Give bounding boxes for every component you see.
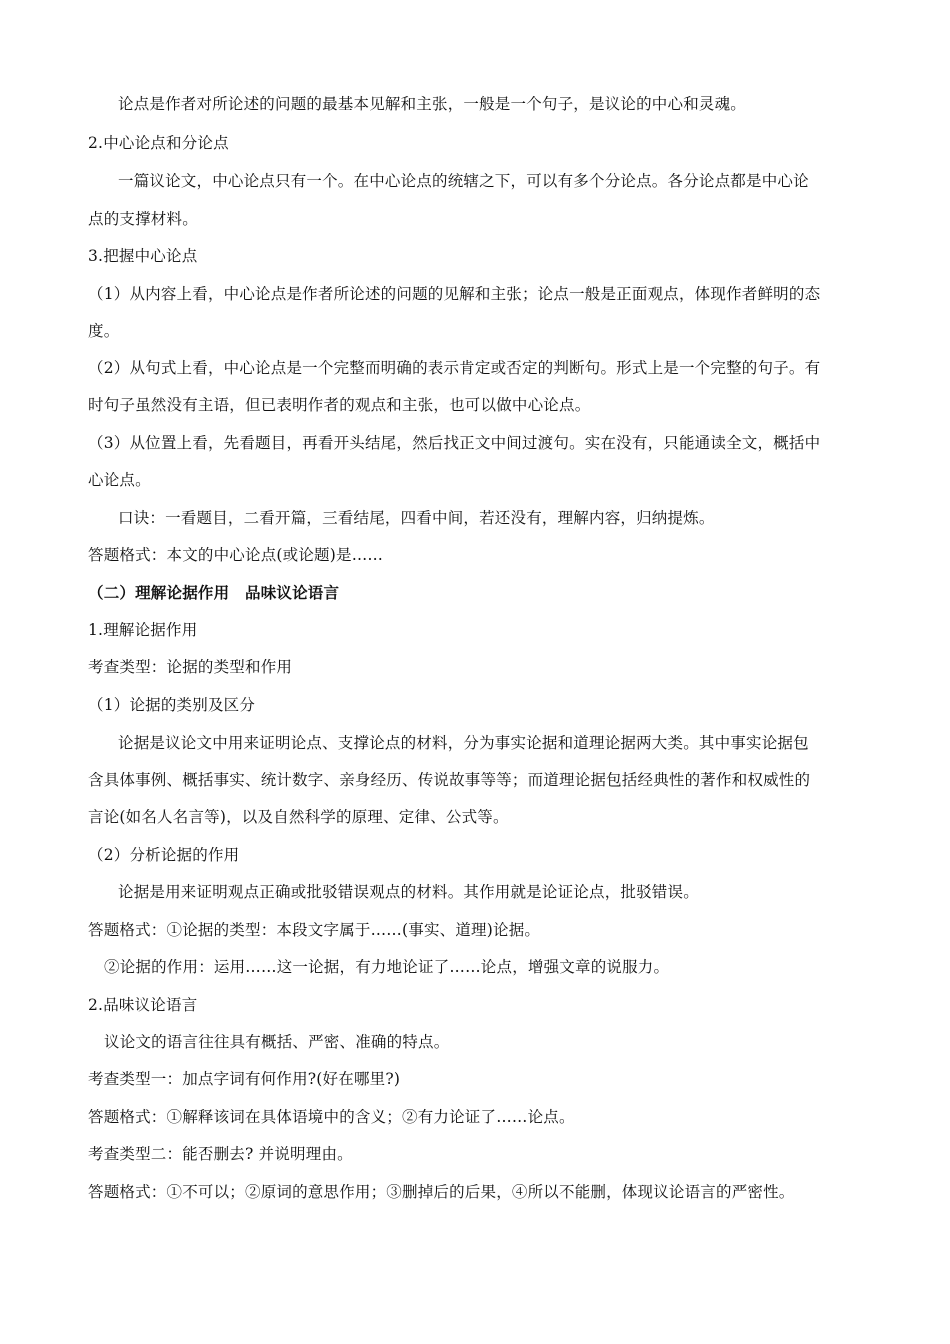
- point-3-position-line2: 心论点。: [88, 471, 151, 489]
- point-1-content-line2: 度。: [88, 322, 120, 340]
- paragraph-central-argument-line2: 点的支撑材料。: [88, 210, 198, 228]
- point-3-position-line1: （3）从位置上看，先看题目，再看开头结尾，然后找正文中间过渡句。实在没有，只能通读全文，概括中: [88, 434, 821, 452]
- exam-type-evidence: 考查类型：论据的类型和作用: [88, 658, 293, 676]
- answer-format-evidence-function: ②论据的作用：运用……这一论据，有力地论证了……论点，增强文章的说服力。: [104, 958, 670, 976]
- answer-format-evidence-type: 答题格式：①论据的类型：本段文字属于……(事实、道理)论据。: [88, 921, 541, 939]
- heading-2-appreciate-language: 2.品味议论语言: [88, 996, 198, 1014]
- heading-2-central-and-sub-arguments: 2.中心论点和分论点: [88, 134, 229, 152]
- answer-format-central-argument: 答题格式：本文的中心论点(或论题)是……: [88, 546, 384, 564]
- paragraph-evidence-line2: 含具体事例、概括事实、统计数字、亲身经历、传说故事等等；而道理论据包括经典性的著作和权威性的: [88, 771, 811, 789]
- exam-type-one: 考查类型一：加点字词有何作用?(好在哪里?): [88, 1070, 401, 1088]
- paragraph-evidence-line3: 言论(如名人名言等)，以及自然科学的原理、定律、公式等。: [88, 808, 509, 826]
- point-2-sentence-line1: （2）从句式上看，中心论点是一个完整而明确的表示肯定或否定的判断句。形式上是一个完整的句子。有: [88, 359, 821, 377]
- exam-type-two: 考查类型二：能否删去? 并说明理由。: [88, 1145, 353, 1163]
- mnemonic-paragraph: 口诀：一看题目，二看开篇，三看结尾，四看中间，若还没有，理解内容，归纳提炼。: [118, 509, 715, 527]
- answer-format-type-one: 答题格式：①解释该词在具体语境中的含义；②有力论证了……论点。: [88, 1108, 575, 1126]
- heading-1-understand-evidence: 1.理解论据作用: [88, 621, 198, 639]
- point-2-sentence-line2: 时句子虽然没有主语，但已表明作者的观点和主张，也可以做中心论点。: [88, 396, 591, 414]
- paragraph-evidence-function: 论据是用来证明观点正确或批驳错误观点的材料。其作用就是论证论点，批驳错误。: [118, 883, 699, 901]
- paragraph-central-argument-line1: 一篇议论文，中心论点只有一个。在中心论点的统辖之下，可以有多个分论点。各分论点都是中心论: [118, 172, 809, 190]
- answer-format-type-two: 答题格式：①不可以；②原词的意思作用；③删掉后的后果，④所以不能删，体现议论语言的严密性。: [88, 1183, 795, 1201]
- point-1-content-line1: （1）从内容上看，中心论点是作者所论述的问题的见解和主张；论点一般是正面观点，体现作者鲜明的态: [88, 285, 821, 303]
- section-heading-evidence-and-language: （二）理解论据作用 品味议论语言: [88, 583, 340, 602]
- paragraph-lundian-definition: 论点是作者对所论述的问题的最基本见解和主张，一般是一个句子，是议论的中心和灵魂。: [118, 95, 747, 113]
- heading-3-grasp-central-argument: 3.把握中心论点: [88, 247, 198, 265]
- sub-heading-evidence-types: （1）论据的类别及区分: [88, 696, 256, 714]
- paragraph-language-features: 议论文的语言往往具有概括、严密、准确的特点。: [104, 1033, 450, 1051]
- sub-heading-evidence-function: （2）分析论据的作用: [88, 846, 240, 864]
- paragraph-evidence-line1: 论据是议论文中用来证明论点、支撑论点的材料，分为事实论据和道理论据两大类。其中事实论据包: [118, 734, 809, 752]
